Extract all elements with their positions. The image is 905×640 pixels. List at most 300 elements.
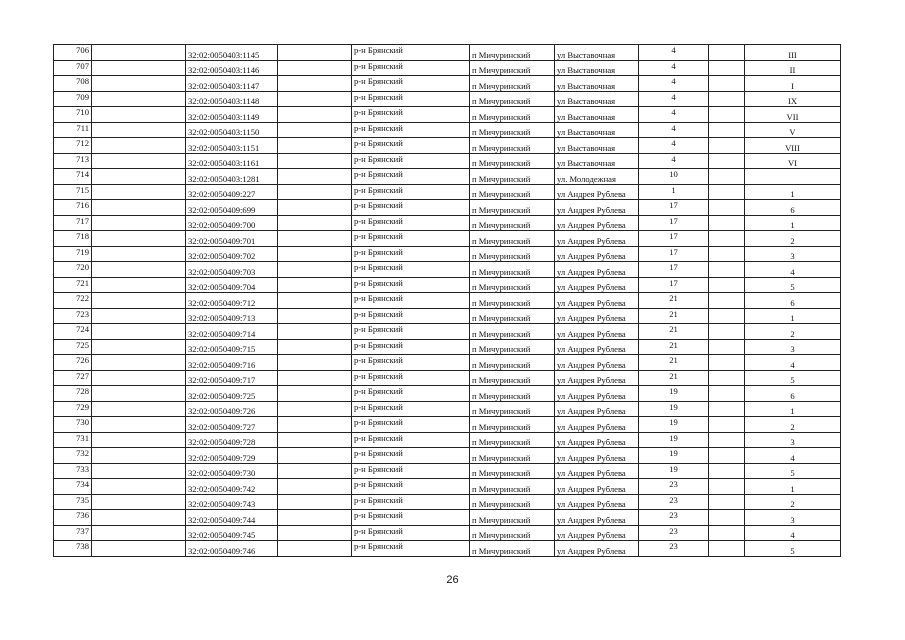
apartment-number-cell: 4 <box>745 262 841 278</box>
cadastral-number-cell: 32:02:0050403:1147 <box>186 76 278 92</box>
empty-cell <box>709 60 745 76</box>
street-cell: ул Выставочная <box>555 76 639 92</box>
row-number-cell: 738 <box>54 541 92 557</box>
locality-cell: п Мичуринский <box>470 541 555 557</box>
table-row <box>54 246 841 262</box>
house-number-cell: 19 <box>639 432 709 448</box>
empty-cell <box>709 339 745 355</box>
locality-cell: п Мичуринский <box>470 479 555 495</box>
empty-cell <box>709 107 745 123</box>
street-cell: ул Выставочная <box>555 107 639 123</box>
house-number-cell: 19 <box>639 386 709 402</box>
row-number-cell: 735 <box>54 494 92 510</box>
house-number-cell: 17 <box>639 215 709 231</box>
house-number-cell: 4 <box>639 91 709 107</box>
apartment-number-cell: 2 <box>745 494 841 510</box>
street-cell: ул Выставочная <box>555 91 639 107</box>
empty-cell <box>278 339 352 355</box>
empty-cell <box>709 215 745 231</box>
empty-cell <box>278 169 352 185</box>
empty-cell <box>709 262 745 278</box>
district-cell: р-н Брянский <box>352 370 470 386</box>
empty-cell <box>278 60 352 76</box>
table-row <box>54 432 841 448</box>
district-cell: р-н Брянский <box>352 401 470 417</box>
empty-cell <box>92 76 186 92</box>
row-number-cell: 726 <box>54 355 92 371</box>
empty-cell <box>92 200 186 216</box>
locality-cell: п Мичуринский <box>470 339 555 355</box>
row-number-cell: 732 <box>54 448 92 464</box>
page-number: 26 <box>446 574 459 586</box>
empty-cell <box>92 262 186 278</box>
empty-cell <box>278 324 352 340</box>
table-row <box>54 215 841 231</box>
locality-cell: п Мичуринский <box>470 417 555 433</box>
locality-cell: п Мичуринский <box>470 308 555 324</box>
locality-cell: п Мичуринский <box>470 246 555 262</box>
district-cell: р-н Брянский <box>352 510 470 526</box>
district-cell: р-н Брянский <box>352 107 470 123</box>
cadastral-number-cell: 32:02:0050409:728 <box>186 432 278 448</box>
empty-cell <box>709 91 745 107</box>
cadastral-number-cell: 32:02:0050409:716 <box>186 355 278 371</box>
cadastral-number-cell: 32:02:0050403:1161 <box>186 153 278 169</box>
house-number-cell: 17 <box>639 231 709 247</box>
locality-cell: п Мичуринский <box>470 262 555 278</box>
district-cell: р-н Брянский <box>352 76 470 92</box>
locality-cell: п Мичуринский <box>470 324 555 340</box>
street-cell: ул Андрея Рублева <box>555 448 639 464</box>
empty-cell <box>709 76 745 92</box>
locality-cell: п Мичуринский <box>470 122 555 138</box>
house-number-cell: 21 <box>639 324 709 340</box>
empty-cell <box>92 479 186 495</box>
empty-cell <box>709 200 745 216</box>
table-row <box>54 448 841 464</box>
empty-cell <box>92 355 186 371</box>
apartment-number-cell: VIII <box>745 138 841 154</box>
locality-cell: п Мичуринский <box>470 386 555 402</box>
empty-cell <box>709 231 745 247</box>
apartment-number-cell: 2 <box>745 231 841 247</box>
row-number-cell: 715 <box>54 184 92 200</box>
row-number-cell: 725 <box>54 339 92 355</box>
empty-cell <box>92 432 186 448</box>
empty-cell <box>278 122 352 138</box>
cadastral-number-cell: 32:02:0050409:746 <box>186 541 278 557</box>
empty-cell <box>278 91 352 107</box>
locality-cell: п Мичуринский <box>470 401 555 417</box>
table-row <box>54 308 841 324</box>
cadastral-number-cell: 32:02:0050409:714 <box>186 324 278 340</box>
empty-cell <box>278 153 352 169</box>
row-number-cell: 733 <box>54 463 92 479</box>
apartment-number-cell: 2 <box>745 324 841 340</box>
empty-cell <box>92 448 186 464</box>
table-row <box>54 262 841 278</box>
empty-cell <box>709 448 745 464</box>
row-number-cell: 728 <box>54 386 92 402</box>
table-row <box>54 370 841 386</box>
locality-cell: п Мичуринский <box>470 510 555 526</box>
table-row <box>54 107 841 123</box>
empty-cell <box>278 231 352 247</box>
table-row <box>54 91 841 107</box>
apartment-number-cell: 1 <box>745 184 841 200</box>
empty-cell <box>278 277 352 293</box>
empty-cell <box>92 277 186 293</box>
empty-cell <box>92 386 186 402</box>
apartment-number-cell: 6 <box>745 386 841 402</box>
empty-cell <box>92 169 186 185</box>
street-cell: ул Выставочная <box>555 122 639 138</box>
apartment-number-cell: 1 <box>745 401 841 417</box>
empty-cell <box>709 169 745 185</box>
table-row <box>54 76 841 92</box>
cadastral-number-cell: 32:02:0050409:743 <box>186 494 278 510</box>
house-number-cell: 21 <box>639 355 709 371</box>
street-cell: ул Андрея Рублева <box>555 184 639 200</box>
empty-cell <box>278 417 352 433</box>
apartment-number-cell: III <box>745 45 841 61</box>
house-number-cell: 4 <box>639 45 709 61</box>
district-cell: р-н Брянский <box>352 463 470 479</box>
cadastral-number-cell: 32:02:0050409:713 <box>186 308 278 324</box>
row-number-cell: 723 <box>54 308 92 324</box>
locality-cell: п Мичуринский <box>470 200 555 216</box>
street-cell: ул Андрея Рублева <box>555 510 639 526</box>
empty-cell <box>709 479 745 495</box>
district-cell: р-н Брянский <box>352 200 470 216</box>
cadastral-number-cell: 32:02:0050403:1149 <box>186 107 278 123</box>
house-number-cell: 4 <box>639 76 709 92</box>
empty-cell <box>278 293 352 309</box>
empty-cell <box>709 122 745 138</box>
cadastral-number-cell: 32:02:0050409:725 <box>186 386 278 402</box>
table-row <box>54 541 841 557</box>
empty-cell <box>709 463 745 479</box>
empty-cell <box>92 293 186 309</box>
apartment-number-cell: II <box>745 60 841 76</box>
empty-cell <box>278 138 352 154</box>
locality-cell: п Мичуринский <box>470 76 555 92</box>
cadastral-number-cell: 32:02:0050403:1148 <box>186 91 278 107</box>
table-row <box>54 494 841 510</box>
empty-cell <box>92 525 186 541</box>
district-cell: р-н Брянский <box>352 432 470 448</box>
street-cell: ул Андрея Рублева <box>555 231 639 247</box>
empty-cell <box>92 91 186 107</box>
street-cell: ул Андрея Рублева <box>555 386 639 402</box>
row-number-cell: 720 <box>54 262 92 278</box>
cadastral-number-cell: 32:02:0050409:699 <box>186 200 278 216</box>
street-cell: ул Андрея Рублева <box>555 463 639 479</box>
district-cell: р-н Брянский <box>352 138 470 154</box>
table-row <box>54 138 841 154</box>
apartment-number-cell: 4 <box>745 525 841 541</box>
empty-cell <box>278 76 352 92</box>
empty-cell <box>278 184 352 200</box>
table-row <box>54 45 841 61</box>
street-cell: ул Андрея Рублева <box>555 494 639 510</box>
row-number-cell: 731 <box>54 432 92 448</box>
empty-cell <box>92 153 186 169</box>
locality-cell: п Мичуринский <box>470 169 555 185</box>
house-number-cell: 4 <box>639 122 709 138</box>
empty-cell <box>709 417 745 433</box>
empty-cell <box>92 45 186 61</box>
locality-cell: п Мичуринский <box>470 525 555 541</box>
empty-cell <box>709 153 745 169</box>
locality-cell: п Мичуринский <box>470 107 555 123</box>
row-number-cell: 717 <box>54 215 92 231</box>
empty-cell <box>709 525 745 541</box>
street-cell: ул Андрея Рублева <box>555 215 639 231</box>
empty-cell <box>709 541 745 557</box>
street-cell: ул Андрея Рублева <box>555 246 639 262</box>
district-cell: р-н Брянский <box>352 246 470 262</box>
house-number-cell: 4 <box>639 107 709 123</box>
locality-cell: п Мичуринский <box>470 463 555 479</box>
locality-cell: п Мичуринский <box>470 91 555 107</box>
empty-cell <box>92 138 186 154</box>
street-cell: ул. Молодежная <box>555 169 639 185</box>
empty-cell <box>278 541 352 557</box>
street-cell: ул Андрея Рублева <box>555 324 639 340</box>
house-number-cell: 23 <box>639 541 709 557</box>
apartment-number-cell: 3 <box>745 432 841 448</box>
empty-cell <box>278 262 352 278</box>
empty-cell <box>92 370 186 386</box>
cadastral-number-cell: 32:02:0050409:702 <box>186 246 278 262</box>
row-number-cell: 724 <box>54 324 92 340</box>
house-number-cell: 23 <box>639 494 709 510</box>
table-row <box>54 463 841 479</box>
district-cell: р-н Брянский <box>352 355 470 371</box>
cadastral-number-cell: 32:02:0050403:1281 <box>186 169 278 185</box>
cadastral-number-cell: 32:02:0050403:1145 <box>186 45 278 61</box>
cadastral-number-cell: 32:02:0050403:1151 <box>186 138 278 154</box>
house-number-cell: 23 <box>639 510 709 526</box>
locality-cell: п Мичуринский <box>470 277 555 293</box>
street-cell: ул Андрея Рублева <box>555 370 639 386</box>
district-cell: р-н Брянский <box>352 525 470 541</box>
empty-cell <box>709 355 745 371</box>
apartment-number-cell: 3 <box>745 246 841 262</box>
apartment-number-cell: 4 <box>745 355 841 371</box>
house-number-cell: 19 <box>639 448 709 464</box>
district-cell: р-н Брянский <box>352 494 470 510</box>
table-row <box>54 277 841 293</box>
apartment-number-cell: 5 <box>745 277 841 293</box>
street-cell: ул Выставочная <box>555 138 639 154</box>
district-cell: р-н Брянский <box>352 91 470 107</box>
cadastral-number-cell: 32:02:0050409:742 <box>186 479 278 495</box>
empty-cell <box>709 308 745 324</box>
locality-cell: п Мичуринский <box>470 432 555 448</box>
district-cell: р-н Брянский <box>352 479 470 495</box>
empty-cell <box>278 525 352 541</box>
empty-cell <box>709 324 745 340</box>
house-number-cell: 23 <box>639 479 709 495</box>
row-number-cell: 713 <box>54 153 92 169</box>
empty-cell <box>278 479 352 495</box>
empty-cell <box>278 401 352 417</box>
row-number-cell: 722 <box>54 293 92 309</box>
row-number-cell: 719 <box>54 246 92 262</box>
apartment-number-cell: 3 <box>745 510 841 526</box>
empty-cell <box>92 215 186 231</box>
apartment-number-cell: 5 <box>745 541 841 557</box>
empty-cell <box>709 510 745 526</box>
empty-cell <box>278 432 352 448</box>
street-cell: ул Андрея Рублева <box>555 479 639 495</box>
street-cell: ул Андрея Рублева <box>555 339 639 355</box>
district-cell: р-н Брянский <box>352 277 470 293</box>
street-cell: ул Андрея Рублева <box>555 432 639 448</box>
empty-cell <box>92 494 186 510</box>
row-number-cell: 712 <box>54 138 92 154</box>
cadastral-number-cell: 32:02:0050409:704 <box>186 277 278 293</box>
empty-cell <box>92 122 186 138</box>
locality-cell: п Мичуринский <box>470 293 555 309</box>
empty-cell <box>92 184 186 200</box>
table-row <box>54 184 841 200</box>
apartment-number-cell: I <box>745 76 841 92</box>
cadastral-number-cell: 32:02:0050409:726 <box>186 401 278 417</box>
empty-cell <box>278 386 352 402</box>
apartment-number-cell: VI <box>745 153 841 169</box>
row-number-cell: 730 <box>54 417 92 433</box>
empty-cell <box>92 463 186 479</box>
cadastral-number-cell: 32:02:0050409:701 <box>186 231 278 247</box>
empty-cell <box>278 463 352 479</box>
row-number-cell: 736 <box>54 510 92 526</box>
empty-cell <box>92 401 186 417</box>
locality-cell: п Мичуринский <box>470 231 555 247</box>
empty-cell <box>278 308 352 324</box>
apartment-number-cell: IX <box>745 91 841 107</box>
table-row <box>54 153 841 169</box>
house-number-cell: 4 <box>639 138 709 154</box>
locality-cell: п Мичуринский <box>470 448 555 464</box>
house-number-cell: 19 <box>639 417 709 433</box>
cadastral-number-cell: 32:02:0050409:227 <box>186 184 278 200</box>
street-cell: ул Андрея Рублева <box>555 355 639 371</box>
district-cell: р-н Брянский <box>352 448 470 464</box>
house-number-cell: 21 <box>639 308 709 324</box>
table-row <box>54 386 841 402</box>
cadastral-number-cell: 32:02:0050409:703 <box>186 262 278 278</box>
apartment-number-cell: 6 <box>745 293 841 309</box>
empty-cell <box>709 246 745 262</box>
house-number-cell: 17 <box>639 262 709 278</box>
house-number-cell: 23 <box>639 525 709 541</box>
house-number-cell: 19 <box>639 401 709 417</box>
apartment-number-cell: 5 <box>745 370 841 386</box>
locality-cell: п Мичуринский <box>470 184 555 200</box>
row-number-cell: 714 <box>54 169 92 185</box>
row-number-cell: 737 <box>54 525 92 541</box>
empty-cell <box>278 494 352 510</box>
house-number-cell: 4 <box>639 60 709 76</box>
row-number-cell: 711 <box>54 122 92 138</box>
cadastral-number-cell: 32:02:0050409:717 <box>186 370 278 386</box>
cadastral-number-cell: 32:02:0050409:729 <box>186 448 278 464</box>
apartment-number-cell <box>745 169 841 185</box>
empty-cell <box>92 308 186 324</box>
house-number-cell: 17 <box>639 200 709 216</box>
street-cell: ул Андрея Рублева <box>555 200 639 216</box>
cadastral-number-cell: 32:02:0050409:712 <box>186 293 278 309</box>
apartment-number-cell: 5 <box>745 463 841 479</box>
row-number-cell: 706 <box>54 45 92 61</box>
district-cell: р-н Брянский <box>352 169 470 185</box>
district-cell: р-н Брянский <box>352 153 470 169</box>
empty-cell <box>709 370 745 386</box>
district-cell: р-н Брянский <box>352 262 470 278</box>
row-number-cell: 710 <box>54 107 92 123</box>
empty-cell <box>278 246 352 262</box>
empty-cell <box>709 277 745 293</box>
row-number-cell: 716 <box>54 200 92 216</box>
street-cell: ул Андрея Рублева <box>555 277 639 293</box>
row-number-cell: 707 <box>54 60 92 76</box>
empty-cell <box>278 510 352 526</box>
empty-cell <box>709 45 745 61</box>
table-row <box>54 417 841 433</box>
empty-cell <box>709 432 745 448</box>
district-cell: р-н Брянский <box>352 417 470 433</box>
table-row <box>54 525 841 541</box>
empty-cell <box>278 45 352 61</box>
apartment-number-cell: 4 <box>745 448 841 464</box>
district-cell: р-н Брянский <box>352 45 470 61</box>
cadastral-number-cell: 32:02:0050409:727 <box>186 417 278 433</box>
empty-cell <box>92 324 186 340</box>
locality-cell: п Мичуринский <box>470 370 555 386</box>
row-number-cell: 721 <box>54 277 92 293</box>
street-cell: ул Андрея Рублева <box>555 293 639 309</box>
street-cell: ул Выставочная <box>555 45 639 61</box>
table-row <box>54 479 841 495</box>
row-number-cell: 734 <box>54 479 92 495</box>
table-row <box>54 231 841 247</box>
empty-cell <box>278 370 352 386</box>
street-cell: ул Выставочная <box>555 60 639 76</box>
empty-cell <box>709 138 745 154</box>
locality-cell: п Мичуринский <box>470 60 555 76</box>
apartment-number-cell: 3 <box>745 339 841 355</box>
locality-cell: п Мичуринский <box>470 215 555 231</box>
locality-cell: п Мичуринский <box>470 494 555 510</box>
table-row <box>54 355 841 371</box>
street-cell: ул Андрея Рублева <box>555 541 639 557</box>
apartment-number-cell: 1 <box>745 215 841 231</box>
cadastral-number-cell: 32:02:0050409:730 <box>186 463 278 479</box>
table-row <box>54 401 841 417</box>
empty-cell <box>709 184 745 200</box>
empty-cell <box>278 355 352 371</box>
locality-cell: п Мичуринский <box>470 45 555 61</box>
table-row <box>54 324 841 340</box>
apartment-number-cell: 6 <box>745 200 841 216</box>
house-number-cell: 21 <box>639 293 709 309</box>
empty-cell <box>92 107 186 123</box>
locality-cell: п Мичуринский <box>470 355 555 371</box>
table-row <box>54 200 841 216</box>
